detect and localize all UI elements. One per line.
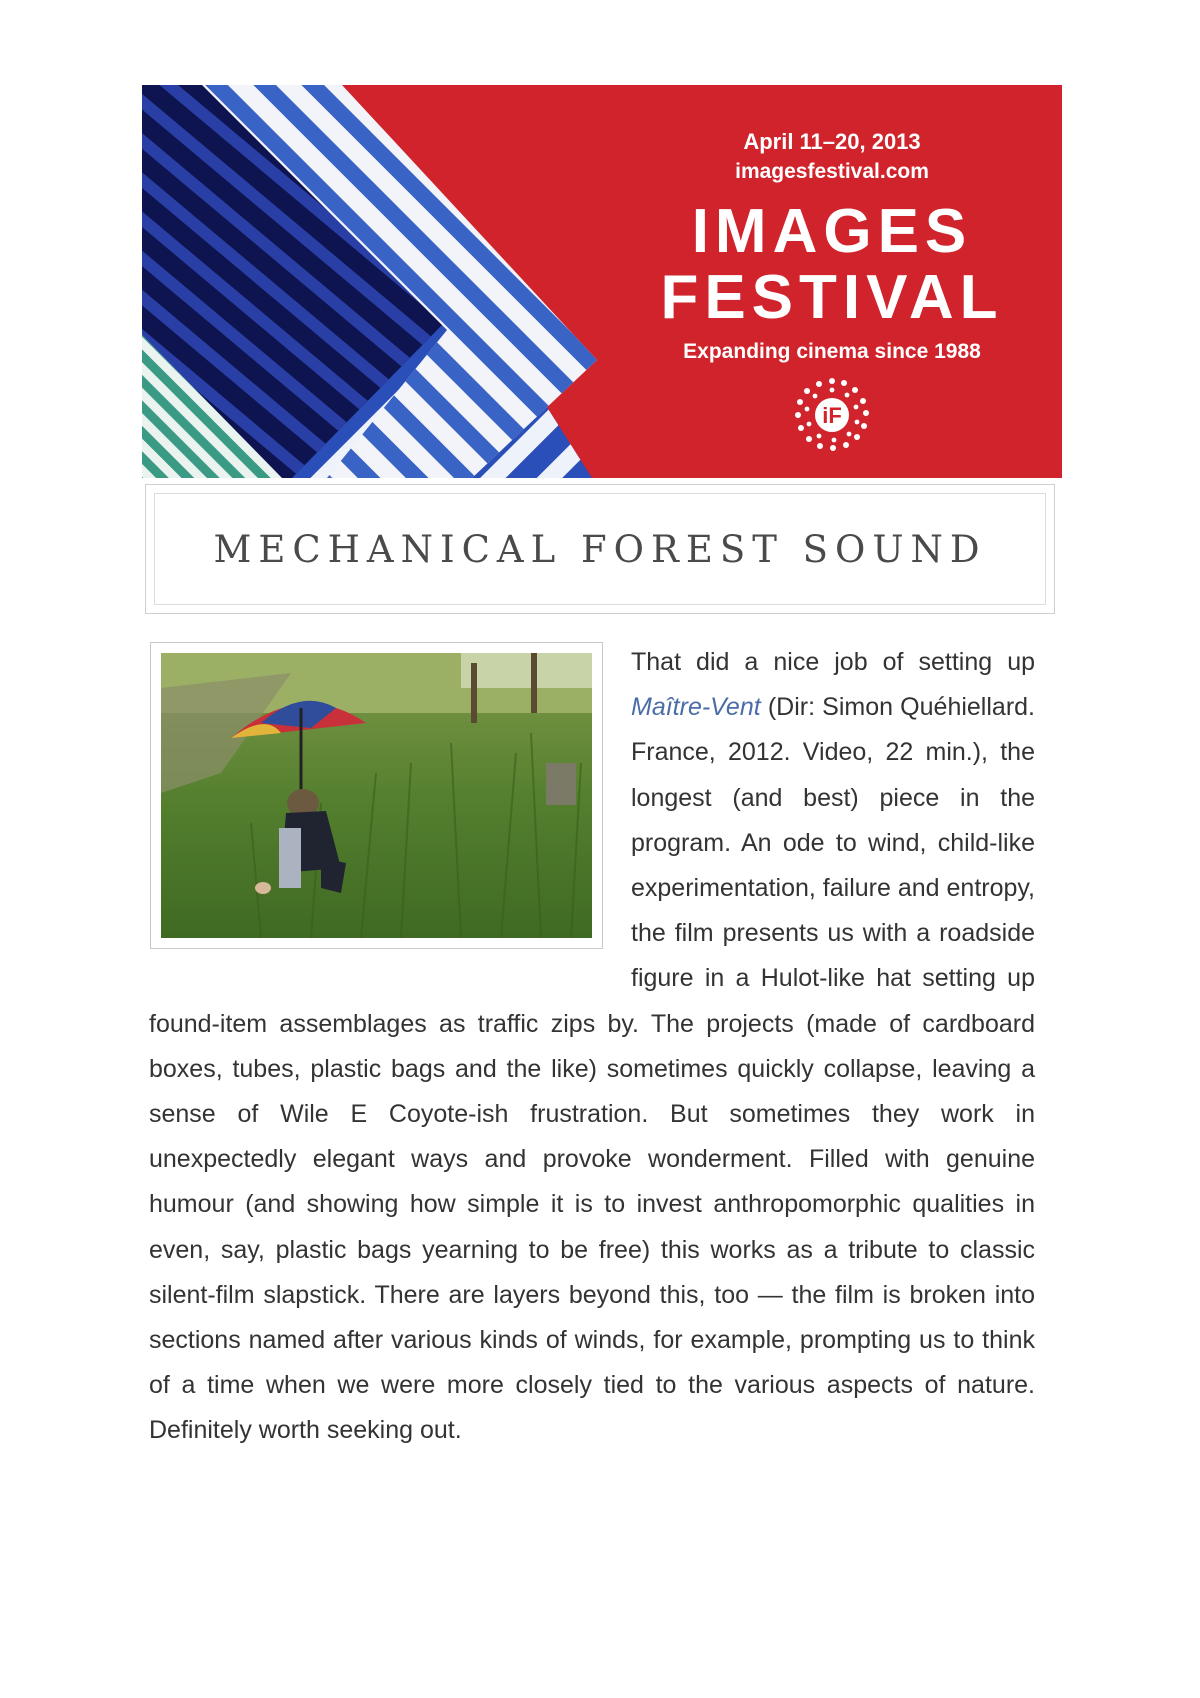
festival-logo-icon xyxy=(792,375,872,455)
article-paragraph xyxy=(149,640,1035,1454)
article-intro: That did a nice job of setting up xyxy=(631,648,1035,676)
film-title-link[interactable]: Maître-Vent xyxy=(631,693,761,722)
festival-dates: April 11–20, 2013 xyxy=(743,129,921,154)
section-heading-inner xyxy=(154,493,1046,605)
section-heading-box xyxy=(145,484,1055,614)
festival-title-line2: FESTIVAL xyxy=(660,263,1004,332)
festival-title-line1: IMAGES xyxy=(691,197,973,266)
image-float-spacer xyxy=(149,640,631,962)
section-heading: MECHANICAL FOREST SOUND xyxy=(213,527,987,571)
festival-banner xyxy=(142,85,1062,478)
banner-text-block xyxy=(642,85,1062,478)
festival-website: imagesfestival.com xyxy=(735,160,929,183)
logo-text: iF xyxy=(822,403,842,428)
article-body: (Dir: Simon Quéhiellard. France, 2012. Video, 22 min.), the longest (and best) piece in the program. An ode to wind, child-like experimentation, failure and entropy, the film presents us with a roadside figure in a Hulot-like hat setting up found-item assemblages as traffic zips by. The projects (made of cardboard boxes, tubes, plastic bags and the like) sometimes quickly collapse, leaving a sense of Wile E Coyote-ish frustration. But sometimes they work in unexpectedly elegant ways and provoke wonderment. Filled with genuine humour (and showing how simple it is to invest anthropomorphic qualities in even, say, plastic bags yearning to be free) this works as a tribute to classic silent-film slapstick. There are layers beyond this, too — the film is broken into sections named after various kinds of winds, for example, prompting us to think of a time when we were more closely tied to the various aspects of nature. Definitely worth seeking out. xyxy=(149,693,1035,1445)
festival-tagline: Expanding cinema since 1988 xyxy=(683,340,981,363)
